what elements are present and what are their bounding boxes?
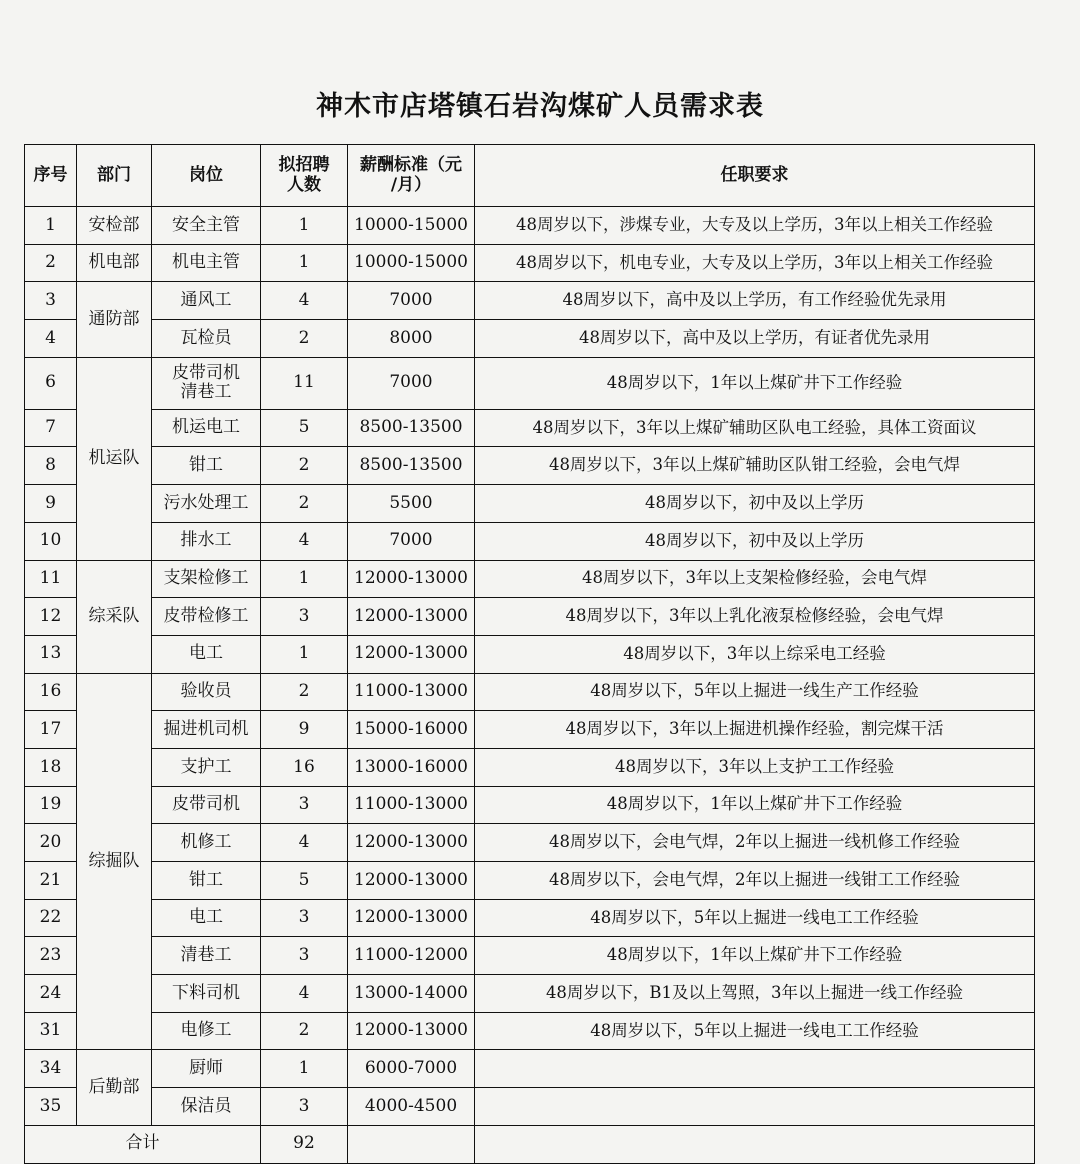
header-row <box>25 145 1035 207</box>
cell-index: 3 <box>25 282 77 320</box>
cell-requirements: 48周岁以下，3年以上支护工工作经验 <box>475 748 1035 786</box>
cell-salary: 4000-4500 <box>348 1088 475 1126</box>
table-row <box>25 899 1035 937</box>
cell-salary: 8500-13500 <box>348 409 475 447</box>
table-row <box>25 485 1035 523</box>
cell-index: 8 <box>25 447 77 485</box>
cell-count: 16 <box>261 748 348 786</box>
cell-post: 瓦检员 <box>152 320 261 358</box>
cell-requirements: 48周岁以下，机电专业，大专及以上学历，3年以上相关工作经验 <box>475 244 1035 282</box>
cell-count: 3 <box>261 937 348 975</box>
cell-post: 皮带检修工 <box>152 598 261 636</box>
cell-salary: 12000-13000 <box>348 899 475 937</box>
cell-salary: 10000-15000 <box>348 244 475 282</box>
cell-requirements: 48周岁以下，5年以上掘进一线电工工作经验 <box>475 899 1035 937</box>
cell-salary: 7000 <box>348 522 475 560</box>
cell-count: 4 <box>261 282 348 320</box>
cell-salary: 13000-14000 <box>348 975 475 1013</box>
cell-count: 2 <box>261 320 348 358</box>
cell-index: 4 <box>25 320 77 358</box>
cell-salary: 6000-7000 <box>348 1050 475 1088</box>
cell-index: 35 <box>25 1088 77 1126</box>
table-row <box>25 244 1035 282</box>
header-index: 序号 <box>25 145 77 207</box>
cell-index: 21 <box>25 862 77 900</box>
cell-index: 6 <box>25 357 77 409</box>
table-row <box>25 748 1035 786</box>
cell-salary: 12000-13000 <box>348 862 475 900</box>
cell-salary: 12000-13000 <box>348 560 475 598</box>
cell-post: 机修工 <box>152 824 261 862</box>
cell-requirements: 48周岁以下，1年以上煤矿井下工作经验 <box>475 786 1035 824</box>
cell-post: 安全主管 <box>152 207 261 245</box>
cell-count: 3 <box>261 1088 348 1126</box>
header-post: 岗位 <box>152 145 261 207</box>
cell-count: 3 <box>261 899 348 937</box>
cell-salary: 11000-13000 <box>348 786 475 824</box>
cell-post: 电修工 <box>152 1012 261 1050</box>
cell-salary: 12000-13000 <box>348 598 475 636</box>
table-row <box>25 673 1035 711</box>
header-salary-line2: /月） <box>390 174 432 195</box>
cell-index: 11 <box>25 560 77 598</box>
cell-count: 2 <box>261 447 348 485</box>
cell-count: 5 <box>261 409 348 447</box>
cell-post <box>152 357 261 409</box>
cell-count: 4 <box>261 522 348 560</box>
cell-count: 11 <box>261 357 348 409</box>
cell-index: 9 <box>25 485 77 523</box>
cell-count: 3 <box>261 786 348 824</box>
header-count <box>261 145 348 207</box>
cell-post: 保洁员 <box>152 1088 261 1126</box>
cell-requirements: 48周岁以下，涉煤专业，大专及以上学历，3年以上相关工作经验 <box>475 207 1035 245</box>
cell-salary: 15000-16000 <box>348 711 475 749</box>
cell-post: 排水工 <box>152 522 261 560</box>
cell-salary: 7000 <box>348 282 475 320</box>
cell-dept: 机电部 <box>77 244 152 282</box>
cell-salary: 12000-13000 <box>348 635 475 673</box>
cell-post: 皮带司机 <box>152 786 261 824</box>
cell-dept: 综掘队 <box>77 673 152 1050</box>
cell-index: 12 <box>25 598 77 636</box>
table-row <box>25 282 1035 320</box>
cell-count: 1 <box>261 244 348 282</box>
header-count-line2: 人数 <box>287 174 321 195</box>
cell-requirements: 48周岁以下，B1及以上驾照，3年以上掘进一线工作经验 <box>475 975 1035 1013</box>
cell-salary: 10000-15000 <box>348 207 475 245</box>
total-row <box>25 1125 1035 1163</box>
cell-requirements: 48周岁以下，初中及以上学历 <box>475 522 1035 560</box>
table-row <box>25 409 1035 447</box>
cell-dept: 通防部 <box>77 282 152 357</box>
cell-post: 通风工 <box>152 282 261 320</box>
cell-requirements <box>475 1050 1035 1088</box>
cell-count: 2 <box>261 1012 348 1050</box>
header-salary-line1: 薪酬标准（元 <box>360 154 462 175</box>
table-row <box>25 635 1035 673</box>
cell-requirements: 48周岁以下，3年以上煤矿辅助区队钳工经验，会电气焊 <box>475 447 1035 485</box>
cell-count: 4 <box>261 824 348 862</box>
cell-index: 23 <box>25 937 77 975</box>
cell-salary: 7000 <box>348 357 475 409</box>
cell-requirements: 48周岁以下，3年以上综采电工经验 <box>475 635 1035 673</box>
cell-count: 1 <box>261 207 348 245</box>
staffing-table <box>24 144 1035 1164</box>
total-label: 合计 <box>25 1125 261 1163</box>
cell-post: 清巷工 <box>152 937 261 975</box>
cell-count: 1 <box>261 560 348 598</box>
cell-post: 电工 <box>152 635 261 673</box>
cell-index: 18 <box>25 748 77 786</box>
cell-post-line1: 皮带司机 <box>172 362 240 383</box>
cell-dept: 机运队 <box>77 357 152 560</box>
table-row <box>25 711 1035 749</box>
total-count: 92 <box>261 1125 348 1163</box>
cell-post: 支架检修工 <box>152 560 261 598</box>
cell-count: 1 <box>261 1050 348 1088</box>
cell-post: 机电主管 <box>152 244 261 282</box>
cell-post: 钳工 <box>152 447 261 485</box>
cell-dept: 后勤部 <box>77 1050 152 1125</box>
total-salary-empty <box>348 1125 475 1163</box>
cell-requirements: 48周岁以下，3年以上支架检修经验，会电气焊 <box>475 560 1035 598</box>
cell-requirements: 48周岁以下，5年以上掘进一线生产工作经验 <box>475 673 1035 711</box>
cell-dept: 综采队 <box>77 560 152 673</box>
table-row <box>25 862 1035 900</box>
cell-salary: 8500-13500 <box>348 447 475 485</box>
cell-index: 34 <box>25 1050 77 1088</box>
cell-post: 污水处理工 <box>152 485 261 523</box>
header-requirements: 任职要求 <box>475 145 1035 207</box>
cell-requirements: 48周岁以下，5年以上掘进一线电工工作经验 <box>475 1012 1035 1050</box>
cell-index: 10 <box>25 522 77 560</box>
cell-post: 掘进机司机 <box>152 711 261 749</box>
cell-index: 17 <box>25 711 77 749</box>
cell-index: 13 <box>25 635 77 673</box>
cell-index: 19 <box>25 786 77 824</box>
cell-post: 钳工 <box>152 862 261 900</box>
cell-salary: 12000-13000 <box>348 824 475 862</box>
table-row <box>25 522 1035 560</box>
cell-salary: 11000-12000 <box>348 937 475 975</box>
cell-requirements: 48周岁以下，1年以上煤矿井下工作经验 <box>475 937 1035 975</box>
table-row <box>25 598 1035 636</box>
table-row <box>25 1012 1035 1050</box>
cell-post: 下料司机 <box>152 975 261 1013</box>
cell-requirements: 48周岁以下，1年以上煤矿井下工作经验 <box>475 357 1035 409</box>
cell-requirements <box>475 1088 1035 1126</box>
table-row <box>25 357 1035 409</box>
table-row <box>25 1050 1035 1088</box>
cell-index: 31 <box>25 1012 77 1050</box>
cell-post: 支护工 <box>152 748 261 786</box>
cell-count: 5 <box>261 862 348 900</box>
cell-post: 机运电工 <box>152 409 261 447</box>
cell-index: 7 <box>25 409 77 447</box>
cell-post: 电工 <box>152 899 261 937</box>
header-dept: 部门 <box>77 145 152 207</box>
table-row <box>25 447 1035 485</box>
cell-salary: 8000 <box>348 320 475 358</box>
cell-index: 2 <box>25 244 77 282</box>
cell-post-line2: 清巷工 <box>180 382 232 403</box>
document-title: 神木市店塔镇石岩沟煤矿人员需求表 <box>316 91 764 122</box>
cell-salary: 13000-16000 <box>348 748 475 786</box>
table-row <box>25 786 1035 824</box>
cell-post: 厨师 <box>152 1050 261 1088</box>
cell-requirements: 48周岁以下，3年以上乳化液泵检修经验，会电气焊 <box>475 598 1035 636</box>
cell-count: 2 <box>261 673 348 711</box>
cell-index: 20 <box>25 824 77 862</box>
cell-requirements: 48周岁以下，会电气焊，2年以上掘进一线机修工作经验 <box>475 824 1035 862</box>
cell-index: 16 <box>25 673 77 711</box>
cell-index: 1 <box>25 207 77 245</box>
cell-salary: 11000-13000 <box>348 673 475 711</box>
cell-requirements: 48周岁以下，高中及以上学历，有工作经验优先录用 <box>475 282 1035 320</box>
table-row <box>25 320 1035 358</box>
cell-requirements: 48周岁以下，3年以上掘进机操作经验，割完煤干活 <box>475 711 1035 749</box>
cell-count: 4 <box>261 975 348 1013</box>
cell-requirements: 48周岁以下，初中及以上学历 <box>475 485 1035 523</box>
cell-count: 3 <box>261 598 348 636</box>
table-row <box>25 1088 1035 1126</box>
cell-index: 24 <box>25 975 77 1013</box>
cell-post: 验收员 <box>152 673 261 711</box>
header-count-line1: 拟招聘 <box>278 154 330 175</box>
table-row <box>25 937 1035 975</box>
cell-count: 9 <box>261 711 348 749</box>
table-row <box>25 824 1035 862</box>
table-row <box>25 207 1035 245</box>
cell-salary: 5500 <box>348 485 475 523</box>
cell-dept: 安检部 <box>77 207 152 245</box>
table-row <box>25 560 1035 598</box>
header-salary <box>348 145 475 207</box>
table-row <box>25 975 1035 1013</box>
total-requirements-empty <box>475 1125 1035 1163</box>
cell-requirements: 48周岁以下，高中及以上学历，有证者优先录用 <box>475 320 1035 358</box>
cell-count: 2 <box>261 485 348 523</box>
cell-requirements: 48周岁以下，3年以上煤矿辅助区队电工经验，具体工资面议 <box>475 409 1035 447</box>
cell-salary: 12000-13000 <box>348 1012 475 1050</box>
cell-index: 22 <box>25 899 77 937</box>
cell-count: 1 <box>261 635 348 673</box>
cell-requirements: 48周岁以下，会电气焊，2年以上掘进一线钳工工作经验 <box>475 862 1035 900</box>
